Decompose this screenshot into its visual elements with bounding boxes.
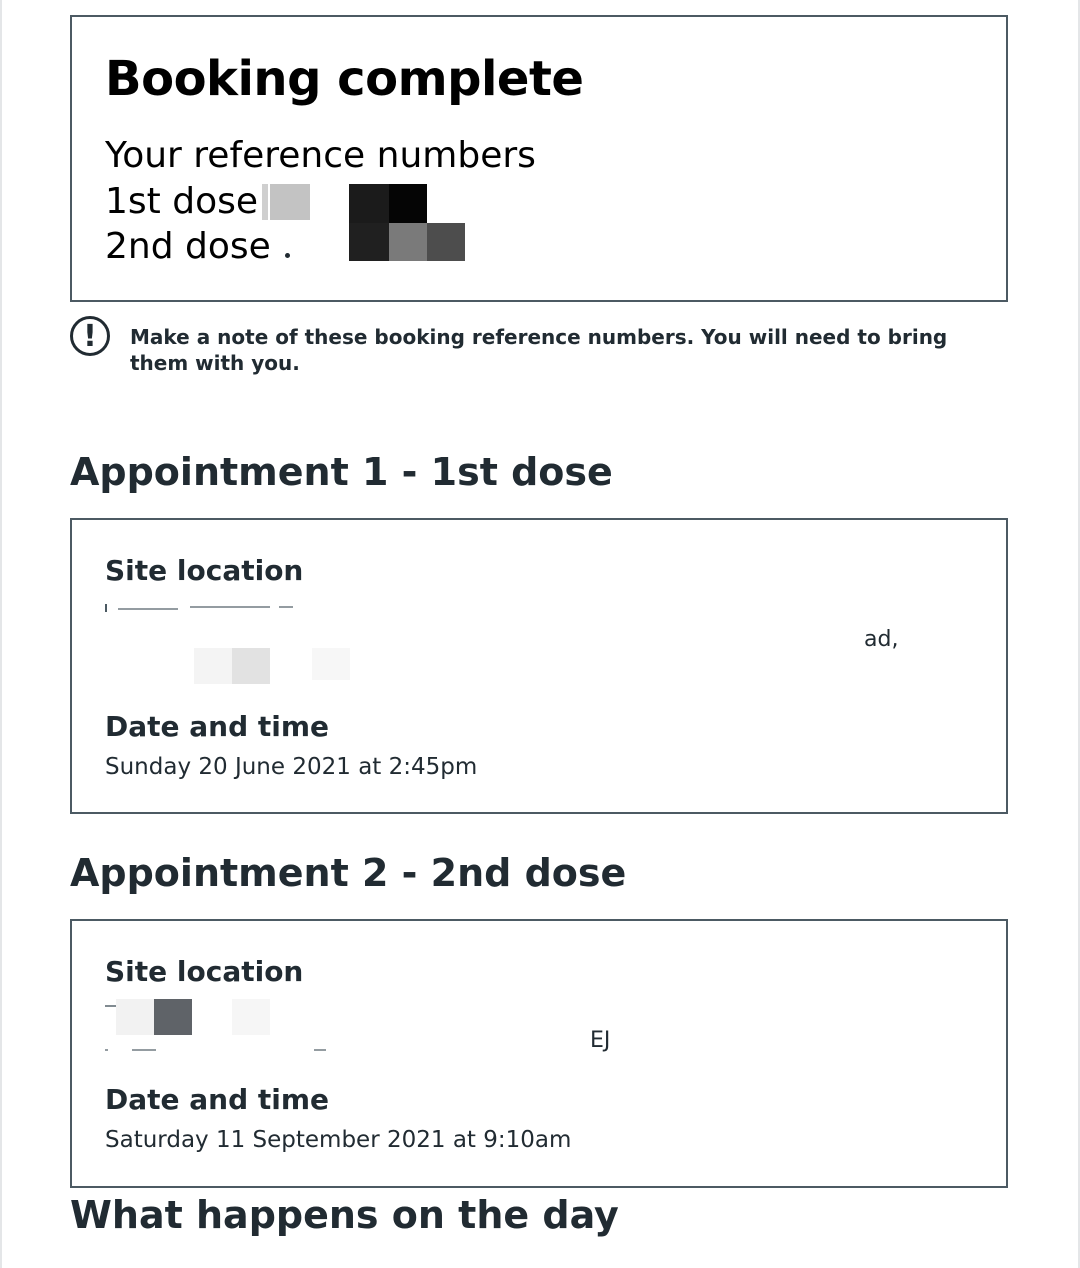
second-dose-reference-label: 2nd dose — [105, 226, 271, 267]
reference-warning-callout — [70, 314, 1008, 378]
booking-complete-title: Booking complete — [105, 51, 584, 107]
appointment-1-panel — [70, 518, 1008, 814]
appointment-1-address-fragment: ad, — [864, 627, 899, 652]
appointment-1-datetime-value: Sunday 20 June 2021 at 2:45pm — [105, 754, 478, 780]
left-edge-line — [0, 0, 2, 1268]
appointment-2-site-label: Site location — [105, 955, 304, 988]
appointment-2-heading: Appointment 2 - 2nd dose — [70, 851, 627, 895]
appointment-2-datetime-value: Saturday 11 September 2021 at 9:10am — [105, 1127, 572, 1153]
reference-numbers-heading: Your reference numbers — [105, 135, 536, 176]
what-happens-heading: What happens on the day — [70, 1193, 619, 1237]
appointment-1-site-label: Site location — [105, 554, 304, 587]
exclamation-circle-icon: ! — [70, 316, 110, 356]
booking-confirmation-panel — [70, 15, 1008, 302]
appointment-2-panel — [70, 919, 1008, 1188]
appointment-2-address-fragment: EJ — [590, 1028, 611, 1053]
appointment-1-datetime-label: Date and time — [105, 710, 330, 743]
first-dose-reference-label: 1st dose — [105, 181, 258, 222]
appointment-2-datetime-label: Date and time — [105, 1083, 330, 1116]
reference-warning-text: Make a note of these booking reference numbers. You will need to bring them with you. — [130, 325, 948, 375]
appointment-1-heading: Appointment 1 - 1st dose — [70, 450, 613, 494]
